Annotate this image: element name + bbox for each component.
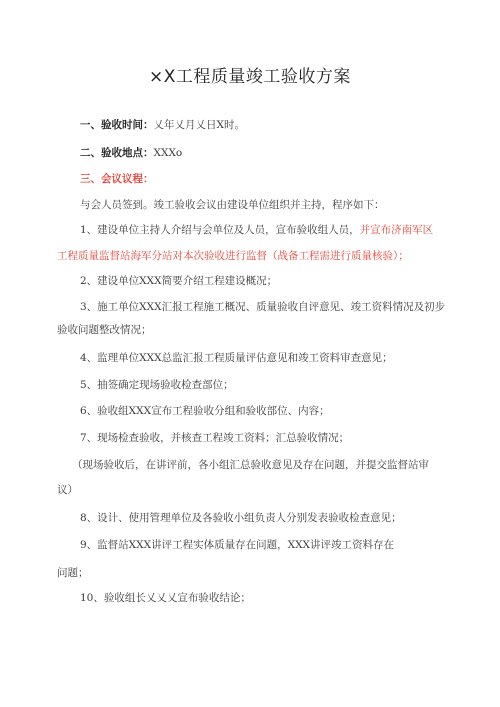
agenda-item-6: 6、验收组XXX宣布工程验收分组和验收部位、内容； (80, 405, 330, 417)
agenda-intro: 与会人员签到。竣工验收会议由建设单位组织并主持，程序如下： (80, 199, 385, 211)
item-1-red-text: 并宣布济南军区 (359, 224, 434, 236)
document-title: ×X工程质量竣工验收方案 (149, 67, 351, 87)
agenda-item-5: 5、抽签确定现场验收检查部位； (80, 379, 234, 391)
agenda-item-10: 10、验收组长乂乂乂宣布验收结论； (80, 592, 251, 604)
item-1-text: 1、建设单位主持人介绍与会单位及人员，宣布验收组人员， (80, 224, 360, 236)
section-agenda-heading: 三、会议议程： (80, 173, 154, 185)
place-label: 二、验收地点： (80, 147, 154, 159)
time-value: 乂年乂月乂日X时。 (153, 119, 245, 131)
agenda-note: （现场验收后，在讲评前，各小组汇总验收意见及存在问题，并提交监督站审 (72, 459, 429, 471)
time-label: 一、验收时间： (80, 119, 154, 131)
agenda-item-3-continued: 验收问题整改情况； (57, 324, 152, 336)
agenda-item-7: 7、现场检查验收，并核查工程竣工资料；汇总验收情况； (80, 432, 350, 444)
agenda-item-9: 9、监督站XXX讲评工程实体质量存在问题，XXX讲评竣工资料存在 (80, 539, 395, 551)
agenda-item-3: 3、施工单位XXX汇报工程施工概况、质量验收自评意见、竣工资料情况及初步 (80, 301, 446, 313)
agenda-item-1-continued: 工程质量监督站海军分站对本次验收进行监督（战备工程需进行质量核验）； (57, 250, 409, 262)
agenda-item-8: 8、设计、使用管理单位及各验收小组负责人分别发表验收检查意见； (80, 512, 402, 524)
agenda-item-4: 4、监理单位XXX总监汇报工程质量评估意见和竣工资料审查意见； (80, 352, 393, 364)
place-value: XXXo (153, 147, 183, 159)
agenda-item-2: 2、建设单位XXX简要介绍工程建设概况； (80, 275, 278, 287)
agenda-note-continued: 议） (57, 484, 78, 496)
agenda-item-1 (80, 223, 433, 237)
section-place (80, 146, 182, 160)
agenda-item-9-continued: 问题； (57, 567, 89, 579)
section-time (80, 118, 245, 132)
